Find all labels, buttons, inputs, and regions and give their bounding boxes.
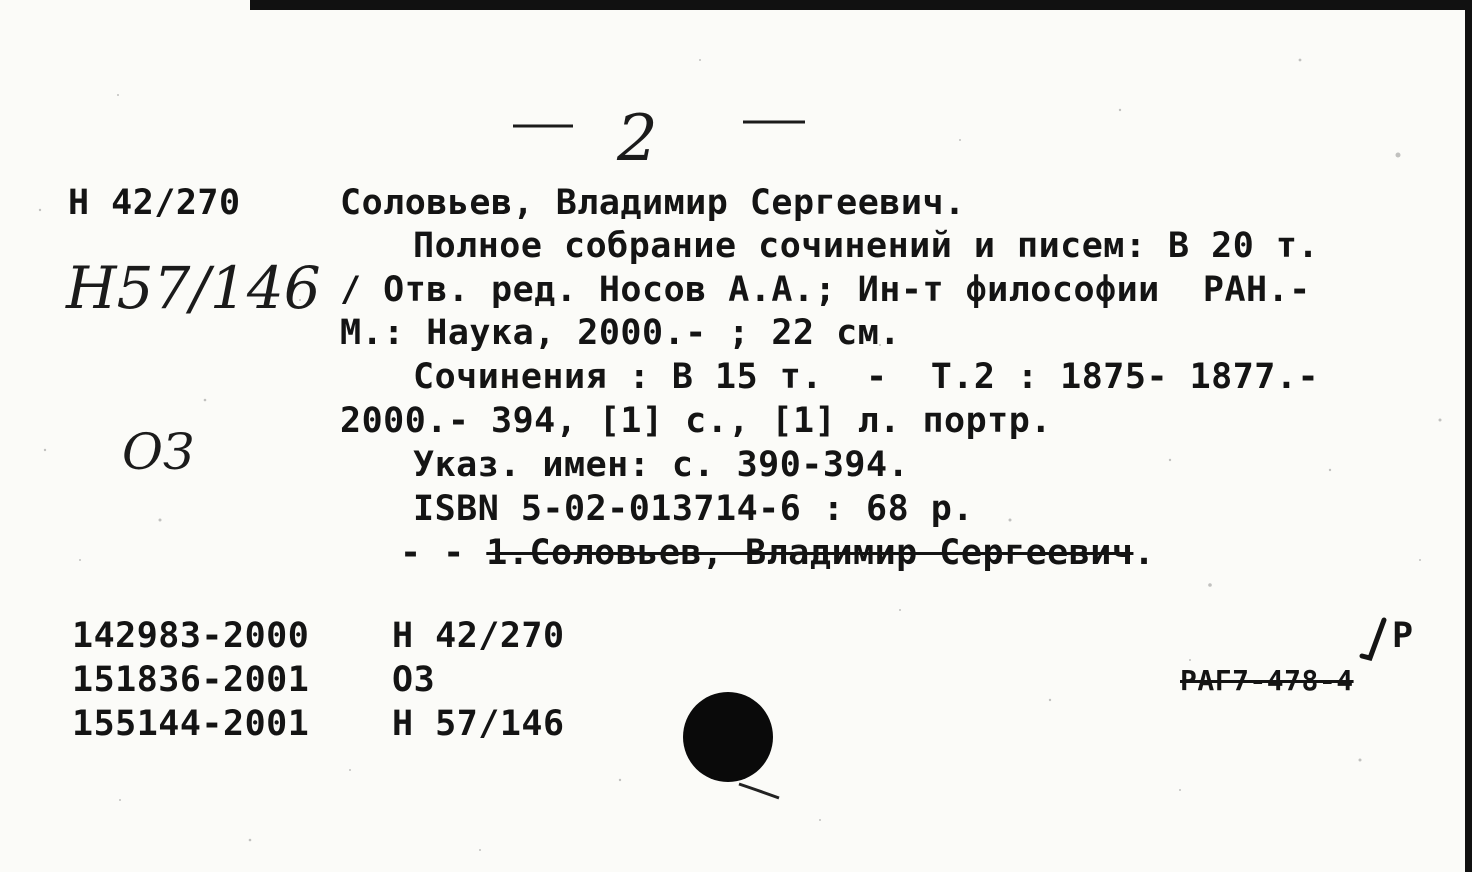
holding-shelf: Н 57/146 [392,704,565,744]
handwritten-mark-o3: ОЗ [122,423,195,481]
entry-index-note: Указ. имен: с. 390-394. [413,445,910,485]
tracing-prefix: - - [400,533,465,573]
holding-number: 151836-2001 [72,660,310,700]
entry-series-line1: Сочинения : В 15 т. - Т.2 : 1875- 1877.- [413,357,1320,397]
page-number-mark [505,92,815,172]
ink-blot [683,692,773,782]
entry-title-line1: Полное собрание сочинений и писем: В 20 т. [413,226,1320,266]
entry-tracing [400,533,1155,573]
tracing-struck: 1.Соловьев, Владимир Сергеевич [486,533,1134,573]
entry-author: Соловьев, Владимир Сергеевич. [340,183,966,223]
entry-series-line2: 2000.- 394, [1] с., [1] л. портр. [340,401,1052,441]
entry-title-line3: М.: Наука, 2000.- ; 22 см. [340,313,901,353]
checkmark-icon [1358,616,1388,662]
handwritten-shelfmark: Н57/146 [66,254,321,322]
holding-shelf: Н 42/270 [392,616,565,656]
holding-shelf: ОЗ [392,660,436,700]
struck-code: РАГ7-478-4 [1180,664,1354,697]
ink-smear [735,780,785,802]
holding-number: 142983-2000 [72,616,310,656]
page-number: 2 [617,102,658,172]
shelfmark: Н 42/270 [68,183,241,223]
entry-isbn: ISBN 5-02-013714-6 : 68 р. [413,489,974,529]
tracing-end: . [1133,533,1156,573]
entry-title-line2: / Отв. ред. Носов А.А.; Ин-т философии РАН.- [340,270,1311,310]
holding-number: 155144-2001 [72,704,310,744]
initial-mark: Р [1392,616,1414,656]
